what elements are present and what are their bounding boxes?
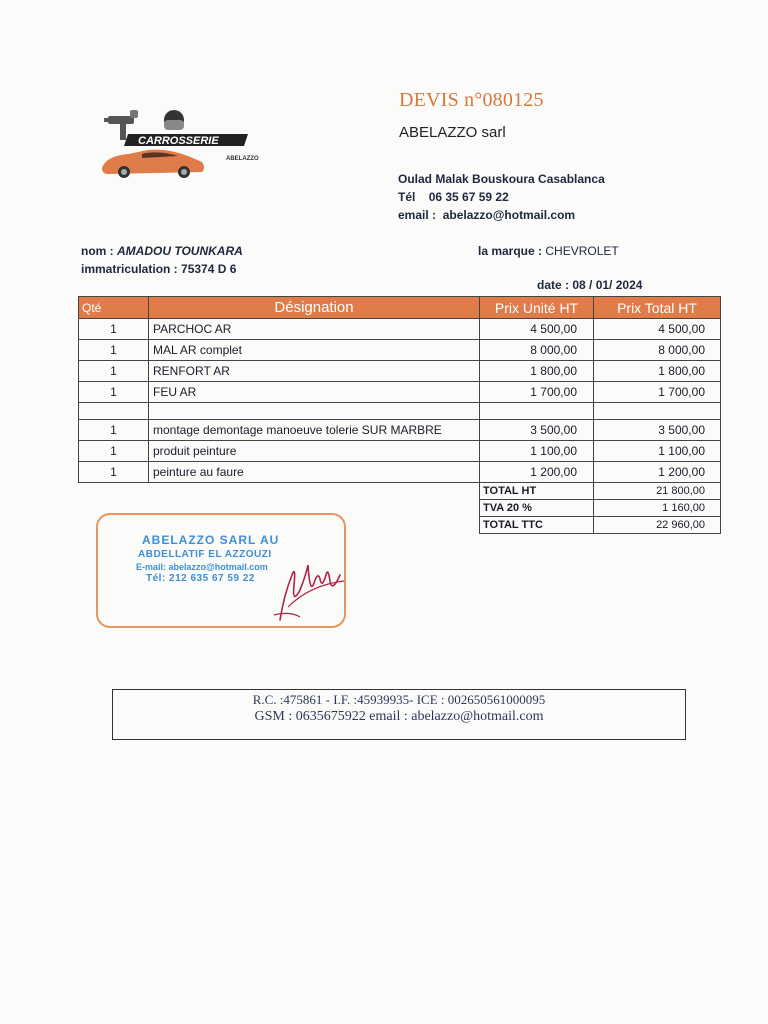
row-designation: FEU AR	[149, 382, 480, 403]
date-label: date :	[537, 278, 570, 292]
row-prix-unite: 4 500,00	[480, 319, 594, 340]
handwritten-signature	[270, 545, 350, 625]
row-prix-unite: 3 500,00	[480, 420, 594, 441]
row-prix-total: 1 200,00	[594, 462, 721, 483]
row-qte: 1	[79, 420, 149, 441]
client-marque	[478, 244, 619, 258]
row-qte: 1	[79, 382, 149, 403]
row-designation: peinture au faure	[149, 462, 480, 483]
row-prix-total: 4 500,00	[594, 319, 721, 340]
row-prix-total: 3 500,00	[594, 420, 721, 441]
row-prix-unite: 8 000,00	[480, 340, 594, 361]
row-prix-total: 1 100,00	[594, 441, 721, 462]
email-value: abelazzo@hotmail.com	[442, 208, 576, 222]
header-prix-unite: Prix Unité HT	[480, 297, 594, 319]
immat-label: immatriculation :	[81, 262, 178, 276]
row-qte	[79, 403, 149, 420]
tel-label: Tél	[398, 190, 416, 204]
marque-value: CHEVROLET	[545, 244, 619, 258]
tel-value: 06 35 67 59 22	[428, 190, 509, 204]
table-row	[79, 382, 721, 403]
devis-date	[537, 278, 642, 292]
logo-brand-text: CARROSSERIE	[138, 135, 219, 147]
header-prix-total: Prix Total HT	[594, 297, 721, 319]
company-email	[398, 208, 575, 222]
total-ht-value: 21 800,00	[594, 483, 721, 500]
immat-value: 75374 D 6	[181, 262, 237, 276]
table-row	[79, 319, 721, 340]
total-ttc-label: TOTAL TTC	[480, 517, 594, 534]
table-row	[79, 361, 721, 382]
row-prix-unite: 1 800,00	[480, 361, 594, 382]
stamp-phone: Tél: 212 635 67 59 22	[146, 573, 255, 584]
row-qte: 1	[79, 441, 149, 462]
row-qte: 1	[79, 361, 149, 382]
company-phone	[398, 190, 509, 204]
carrosserie-logo	[98, 106, 268, 182]
row-prix-total: 1 700,00	[594, 382, 721, 403]
table-row	[79, 340, 721, 361]
tva-value: 1 160,00	[594, 500, 721, 517]
row-prix-total: 1 800,00	[594, 361, 721, 382]
total-ht-row	[79, 483, 721, 500]
total-ht-label: TOTAL HT	[480, 483, 594, 500]
date-value: 08 / 01/ 2024	[572, 278, 643, 292]
row-qte: 1	[79, 319, 149, 340]
stamp-company: ABELAZZO SARL AU	[142, 533, 280, 547]
row-prix-total	[594, 403, 721, 420]
row-designation: PARCHOC AR	[149, 319, 480, 340]
table-row	[79, 420, 721, 441]
row-qte: 1	[79, 462, 149, 483]
tva-label: TVA 20 %	[480, 500, 594, 517]
row-prix-unite: 1 200,00	[480, 462, 594, 483]
stamp-owner: ABDELLATIF EL AZZOUZI	[138, 549, 272, 560]
row-designation: RENFORT AR	[149, 361, 480, 382]
stamp-email: E-mail: abelazzo@hotmail.com	[136, 562, 268, 572]
items-table	[78, 296, 721, 534]
nom-label: nom :	[81, 244, 114, 258]
header-designation: Désignation	[149, 297, 480, 319]
client-name	[81, 244, 243, 258]
row-designation: montage demontage manoeuve tolerie SUR MARBRE	[149, 420, 480, 441]
row-prix-unite: 1 100,00	[480, 441, 594, 462]
table-row	[79, 462, 721, 483]
row-qte: 1	[79, 340, 149, 361]
logo-sub-text: ABELAZZO	[226, 156, 259, 162]
row-designation: produit peinture	[149, 441, 480, 462]
company-address: Oulad Malak Bouskoura Casablanca	[398, 172, 605, 186]
company-name: ABELAZZO sarl	[399, 124, 506, 141]
marque-label: la marque :	[478, 244, 543, 258]
header-qte: Qté	[79, 297, 149, 319]
table-row-empty	[79, 403, 721, 420]
row-prix-unite: 1 700,00	[480, 382, 594, 403]
email-label: email :	[398, 208, 437, 222]
car-icon	[102, 150, 204, 178]
total-ttc-value: 22 960,00	[594, 517, 721, 534]
legal-ids: R.C. :475861 - I.F. :45939935- ICE : 002650561000095	[252, 692, 546, 707]
row-prix-unite	[480, 403, 594, 420]
row-designation: MAL AR complet	[149, 340, 480, 361]
client-immatriculation	[81, 262, 236, 276]
row-designation	[149, 403, 480, 420]
footer-contact: GSM : 0635675922 email : abelazzo@hotmail.com	[254, 709, 544, 724]
table-row	[79, 441, 721, 462]
nom-value: AMADOU TOUNKARA	[117, 244, 243, 258]
devis-title: DEVIS n°080125	[399, 89, 544, 111]
row-prix-total: 8 000,00	[594, 340, 721, 361]
table-header-row	[79, 297, 721, 319]
